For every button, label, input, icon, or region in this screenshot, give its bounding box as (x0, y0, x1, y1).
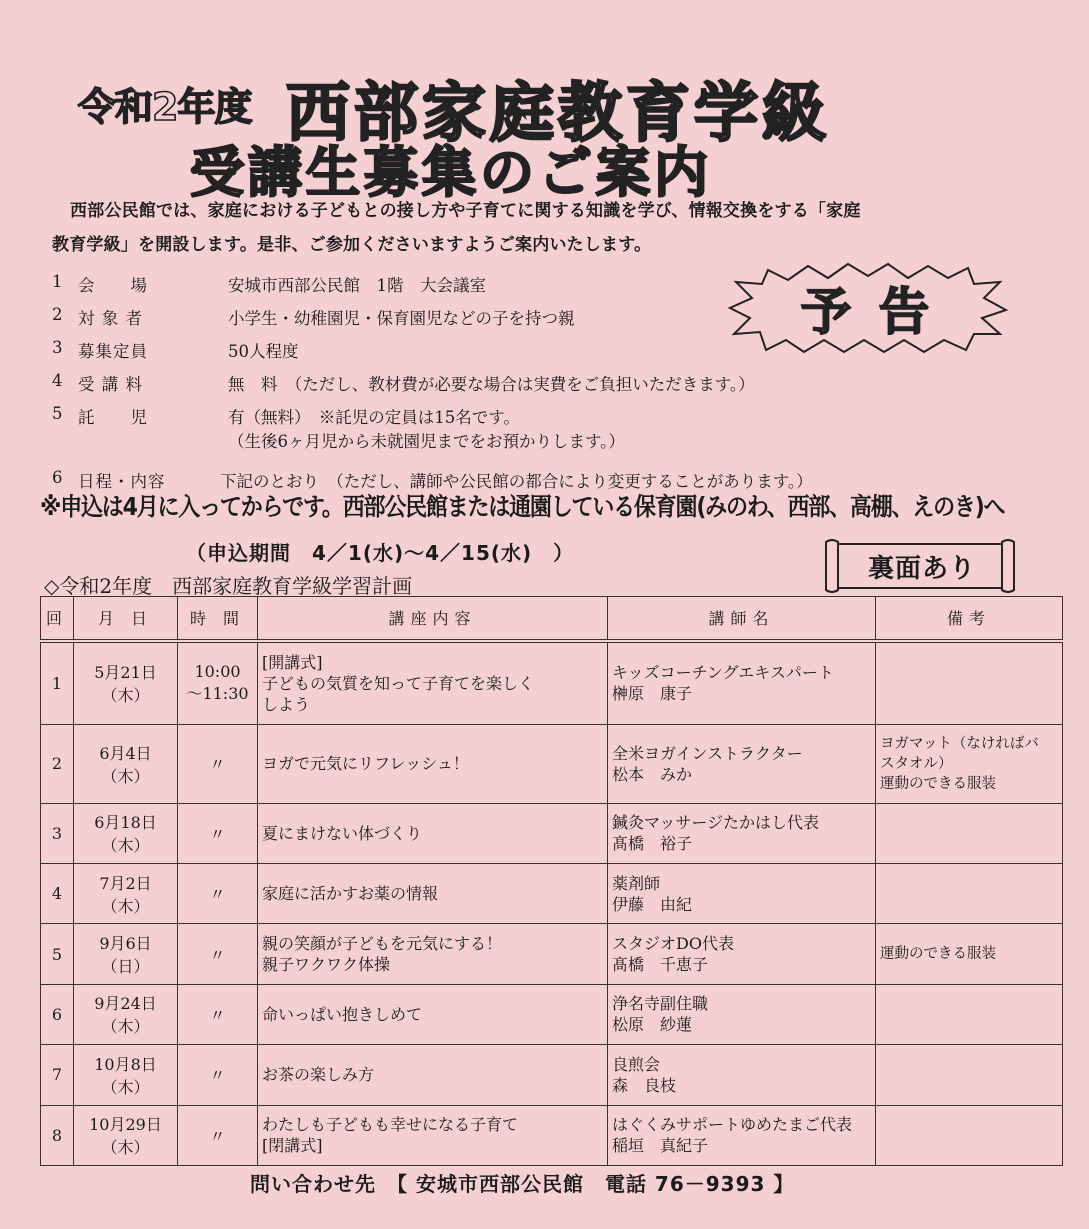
plan-title: ◇令和2年度 西部家庭教育学級学習計画 (44, 574, 413, 598)
cell-note (876, 1105, 1063, 1165)
cell-weekday: （木） (101, 1077, 150, 1097)
info-label: 託 児 (78, 408, 148, 427)
cell-time-text: 〃 (209, 1066, 226, 1086)
cell-date (74, 984, 178, 1044)
cell-teacher (608, 1105, 876, 1165)
cell-content-text: お茶の楽しみ方 (262, 1065, 375, 1085)
cell-note (876, 984, 1063, 1044)
info-value: 小学生・幼稚園児・保育園児などの子を持つ親 (228, 309, 575, 328)
cell-teacher (608, 924, 876, 984)
cell-content (258, 1045, 608, 1105)
cell-date (74, 641, 178, 725)
header-no: 回 (41, 597, 74, 641)
cell-no (41, 1045, 74, 1105)
application-period: （申込期間 4／1(水)～4／15(水) ） (186, 541, 575, 565)
cell-teacher-text: キッズコーチングエキスパート 榊原 康子 (612, 663, 834, 704)
cell-no-text: 7 (51, 1065, 63, 1085)
info-num: 1 (52, 272, 63, 291)
info-label: 対 象 者 (78, 309, 143, 328)
header-content: 講座内容 (258, 597, 608, 641)
cell-date (74, 1045, 178, 1105)
cell-note (876, 803, 1063, 863)
cell-content (258, 803, 608, 863)
cell-date-day: 10月8日 (94, 1054, 157, 1074)
cell-weekday: （木） (101, 766, 150, 786)
cell-note (876, 725, 1063, 803)
cell-teacher (608, 725, 876, 803)
cell-time (178, 1045, 258, 1105)
info-label: 会 場 (78, 276, 148, 295)
cell-content (258, 984, 608, 1044)
cell-content-text: [開講式] 子どもの気質を知って子育てを楽しく しよう (262, 652, 535, 714)
cell-weekday: （木） (101, 686, 150, 706)
cell-time (178, 1105, 258, 1165)
table-row (41, 725, 1063, 803)
cell-content (258, 725, 608, 803)
cell-no (41, 924, 74, 984)
cell-time-text: 〃 (209, 824, 226, 844)
cell-no (41, 803, 74, 863)
back-side-label: 裏面あり (867, 553, 976, 584)
cell-teacher-text: 良煎会 森 良枝 (612, 1054, 677, 1095)
cell-note-text: ヨガマット（なければバ スタオル） 運動のできる服装 (880, 735, 1039, 792)
cell-date-day: 9月24日 (94, 994, 157, 1014)
cell-time (178, 924, 258, 984)
schedule-table (40, 596, 1063, 1166)
cell-no (41, 641, 74, 725)
info-value: 安城市西部公民館 1階 大会議室 (228, 276, 486, 295)
cell-content (258, 641, 608, 725)
cell-no (41, 1105, 74, 1165)
cell-teacher-text: はぐくみサポートゆめたまご代表 稲垣 真紀子 (612, 1115, 853, 1156)
cell-time-text: 〃 (209, 755, 226, 775)
cell-teacher (608, 641, 876, 725)
cell-content (258, 1105, 608, 1165)
cell-date-day: 9月6日 (99, 934, 152, 954)
cell-teacher-text: 全米ヨガインストラクター 松本 みか (612, 743, 803, 784)
info-label: 募集定員 (78, 342, 148, 361)
header-note: 備考 (876, 597, 1063, 641)
cell-time (178, 984, 258, 1044)
cell-time (178, 863, 258, 923)
cell-teacher-text: 鍼灸マッサージたかはし代表 髙橋 裕子 (612, 813, 820, 854)
cell-no (41, 863, 74, 923)
cell-time-text: 〃 (209, 945, 226, 965)
info-value: 下記のとおり （ただし、講師や公民館の都合により変更することがあります。） (220, 472, 813, 491)
cell-no-text: 1 (51, 673, 63, 693)
cell-no-text: 5 (51, 944, 63, 964)
cell-teacher-text: 浄名寺副住職 松原 紗蓮 (612, 994, 709, 1035)
title-sub: 受講生募集のご案内 (190, 141, 712, 204)
title-line-1 (0, 62, 1089, 151)
cell-teacher (608, 1045, 876, 1105)
cell-no-text: 2 (51, 754, 63, 774)
cell-teacher (608, 984, 876, 1044)
cell-teacher-text: スタジオDO代表 髙橋 千恵子 (612, 934, 734, 975)
cell-time (178, 803, 258, 863)
cell-date (74, 1105, 178, 1165)
cell-teacher (608, 803, 876, 863)
cell-weekday: （木） (101, 836, 150, 856)
cell-note (876, 641, 1063, 725)
cell-time-text: 10:00 ～11:30 (186, 662, 249, 704)
cell-note (876, 863, 1063, 923)
cell-note-text: 運動のできる服装 (880, 946, 996, 963)
cell-date-day: 10月29日 (89, 1115, 162, 1135)
info-num: 5 (52, 404, 63, 423)
cell-weekday: （木） (101, 1017, 150, 1037)
cell-content-text: 命いっぱい抱きしめて (262, 1004, 423, 1024)
cell-content (258, 863, 608, 923)
notice-badge: 予告 (801, 283, 957, 341)
cell-date-day: 6月4日 (99, 743, 152, 763)
table-row (41, 803, 1063, 863)
title-year: 令和2年度 (78, 85, 252, 129)
info-value: 無 料 （ただし、教材費が必要な場合は実費をご負担いただきます。） (228, 375, 755, 394)
intro-line-1: 西部公民館では、家庭における子どもとの接し方や子育てに関する知識を学び、情報交換をする「家庭 (70, 201, 861, 221)
header-time: 時 間 (178, 597, 258, 641)
info-num: 2 (52, 305, 63, 324)
cell-date (74, 863, 178, 923)
cell-no-text: 4 (51, 884, 63, 904)
header-date: 月 日 (74, 597, 178, 641)
info-value: 有（無料） ※託児の定員は15名です。 (228, 408, 520, 427)
cell-teacher-text: 薬剤師 伊藤 由紀 (612, 873, 693, 914)
cell-note (876, 924, 1063, 984)
info-label: 受 講 料 (78, 375, 143, 394)
cell-no (41, 725, 74, 803)
info-num: 3 (52, 338, 63, 357)
intro-text (52, 194, 1042, 262)
cell-content-text: わたしも子どもも幸せになる子育て [閉講式] (262, 1115, 519, 1156)
table-row (41, 641, 1063, 725)
cell-time-text: 〃 (209, 885, 226, 905)
table-header-row (41, 597, 1063, 641)
cell-note (876, 1045, 1063, 1105)
cell-content (258, 924, 608, 984)
cell-date-day: 5月21日 (94, 663, 157, 683)
info-value: 50人程度 (228, 342, 299, 361)
cell-content-text: 夏にまけない体づくり (262, 823, 423, 843)
cell-content-text: ヨガで元気にリフレッシュ！ (262, 754, 469, 774)
table-row (41, 984, 1063, 1044)
table-row (41, 863, 1063, 923)
info-label: 日程・内容 (78, 472, 166, 491)
cell-time (178, 725, 258, 803)
header-teacher: 講師名 (608, 597, 876, 641)
intro-line-2: 教育学級」を開設します。是非、ご参加くださいますようご案内いたします。 (52, 235, 652, 255)
cell-no-text: 6 (51, 1004, 63, 1024)
cell-no-text: 8 (51, 1125, 63, 1145)
cell-date (74, 803, 178, 863)
cell-content-text: 親の笑顔が子どもを元気にする！ 親子ワクワク体操 (262, 934, 503, 975)
cell-content-text: 家庭に活かすお薬の情報 (262, 884, 439, 904)
childcare-note: （生後6ヶ月児から未就園児までをお預かりします。） (228, 432, 625, 451)
cell-weekday: （木） (101, 1138, 150, 1158)
cell-date (74, 725, 178, 803)
table-row (41, 1105, 1063, 1165)
title-main: 西部家庭教育学級 (286, 77, 830, 151)
cell-no (41, 984, 74, 1044)
info-num: 4 (52, 371, 63, 390)
application-notice: ※申込は4月に入ってからです。西部公民館または通園している保育園(みのわ、西部、高棚、えのき)へ (40, 493, 1005, 522)
cell-date-day: 6月18日 (94, 813, 157, 833)
cell-weekday: （日） (101, 957, 150, 977)
cell-no-text: 3 (51, 823, 63, 843)
cell-time-text: 〃 (209, 1126, 226, 1146)
info-num: 6 (52, 468, 63, 487)
cell-date (74, 924, 178, 984)
table-row (41, 1045, 1063, 1105)
table-row (41, 924, 1063, 984)
cell-teacher (608, 863, 876, 923)
cell-weekday: （木） (101, 896, 150, 916)
cell-time (178, 641, 258, 725)
cell-time-text: 〃 (209, 1005, 226, 1025)
contact-info: 問い合わせ先 【 安城市西部公民館 電話 76－9393 】 (250, 1172, 795, 1196)
cell-date-day: 7月2日 (99, 873, 152, 893)
